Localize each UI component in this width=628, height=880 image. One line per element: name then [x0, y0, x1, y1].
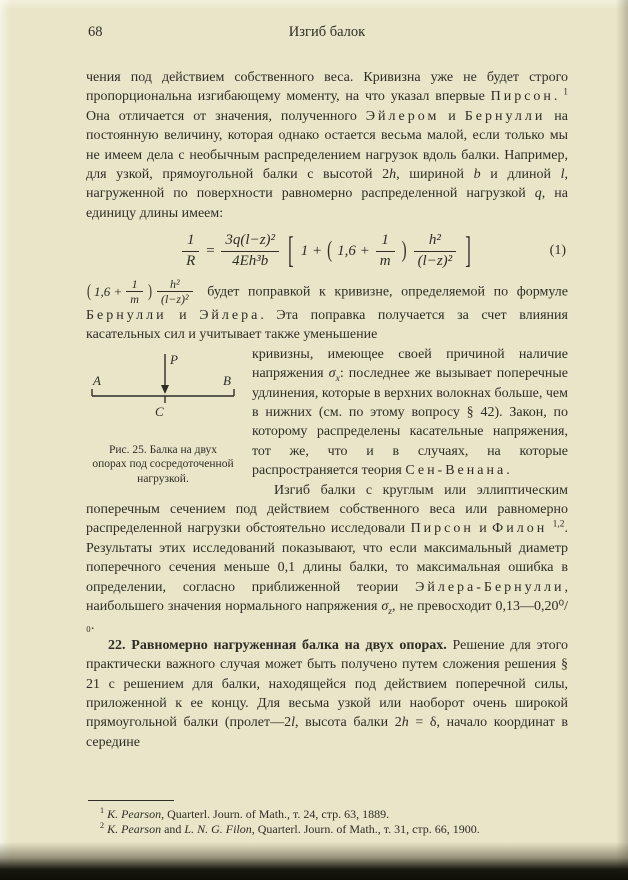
label-B: B — [223, 372, 231, 388]
paragraph-1: чения под действием собственного веса. Кривизна уже не будет строго пропорциональна изгибающему моменту, на что указал впервые Пирсон. $^1$ Она отличается от значения, полученного Эйлером и Бернулли на постоянную величину, которая однако остается весьма малой, если только мы не имеем дела с необычным распределением нагрузок вдоль балки. Например, для узкой, прямоугольной балки с высотой 2h, шириной b и длиной l, нагруженной по поверхности равномерно распределенной нагрузкой q, на единицу длины имеем: — [86, 70, 569, 221]
fraction-denominator: m — [379, 252, 391, 269]
fraction-numerator: h² — [414, 232, 457, 251]
term-one-plus: 1 + — [300, 242, 323, 259]
load-arrow-head-icon — [161, 385, 169, 394]
fraction-1-over-R — [182, 232, 199, 270]
fraction-numerator: 1 — [126, 278, 143, 293]
fraction-denominator: (l−z)² — [160, 292, 189, 307]
figure-wrap-zone — [86, 345, 568, 636]
open-paren: ( — [87, 280, 91, 302]
footnote-2: $^2$ K. Pearson and L. N. G. Filon, Quarterl. Journ. of Math., т. 31, стр. 66, 1900. — [100, 821, 480, 837]
fraction-denominator: R — [186, 252, 196, 269]
equals-sign: = — [205, 242, 216, 259]
fraction-main — [221, 232, 279, 270]
fraction-numerator: h² — [157, 278, 193, 293]
page-content — [86, 24, 568, 752]
page-left-edge — [0, 0, 10, 880]
fraction-1-over-m — [376, 232, 395, 270]
page-header — [86, 24, 568, 44]
beam-diagram — [87, 348, 239, 436]
equation-number: (1) — [549, 243, 566, 258]
paragraph-3: Изгиб балки с круглым или эллиптическим поперечным сечением под действием собственного веса или равномерно распределенной нагрузки обстоятельно исследовали Пирсон и Филон $^{1,2}$. Результаты этих исследований показывают, что если максимальный диаметр поперечного сечения меньше 0,1 длины балки, то максимальная ошибка в определении, согласно приближенной теории Эйлера-Бернулли, наибольшего значения нормального напряжения $\sigma_z$, не превосходит 0,13—0,20⁰/₀. — [86, 482, 569, 634]
page-number: 68 — [88, 24, 103, 40]
fraction-h2 — [414, 232, 457, 270]
paragraph-4-section-22: 22. Равномерно нагруженная балка на двух опорах. Решение для этого практически важного случая может быть получено путем сложения решения § 21 с решением для балки, находящейся под действием поперечной силы, приложенной к ее концу. Для весьма узкой или наоборот очень широкой прямоугольной балки (пролет—2l, высота балки 2h = δ, начало координат в середине — [86, 637, 568, 750]
close-bracket: ] — [465, 229, 471, 271]
footnotes — [86, 800, 554, 838]
close-paren: ) — [401, 237, 407, 263]
page-bottom-shadow — [0, 842, 628, 880]
fraction-numerator: 1 — [182, 232, 199, 251]
fraction-numerator: 1 — [376, 232, 395, 251]
equation-1-body — [180, 229, 474, 271]
paragraph-2-continued: кривизны, имеющее своей причиной наличие напряжения $\sigma_x$: последнее же вызывает поперечные удлинения, которые в верхних волокнах больше, чем в нижних (см. по этому вопросу § 42). Закон, по которому распределены касательные напряжения, тот же, что и в случаях, на которые распространяется теория Сен-Венана. — [252, 346, 568, 479]
footnote-rule — [88, 800, 174, 801]
open-paren: ( — [327, 237, 333, 263]
label-A: A — [93, 372, 101, 388]
footnote-1: $^1$ K. Pearson, Quarterl. Journ. of Math., т. 24, стр. 63, 1889. — [100, 805, 390, 821]
equation-1 — [86, 229, 568, 271]
figure-caption: Рис. 25. Балка на двух опорах под сосредоточенной нагрузкой. — [92, 443, 234, 485]
fraction-denominator: (l−z)² — [417, 252, 453, 269]
paragraph-2: ( 1,6 + $\frac{1}{m}$ ) $\frac{\text{h²}}{\text{(l−z)²}}$ будет поправкой к кривизне, определяемой по формуле Бернулли и Эйлера. Эта поправка получается за счет влияния касательных сил и учитывает также уменьшение — [86, 276, 568, 343]
open-bracket: [ — [288, 229, 294, 271]
fraction-denominator: 4Eh³b — [232, 252, 269, 269]
fraction-h2 — [157, 278, 193, 306]
fraction-denominator: m — [130, 292, 139, 307]
inline-formula — [86, 278, 195, 306]
running-title: Изгиб балок — [288, 24, 366, 40]
close-paren: ) — [147, 280, 152, 302]
label-P: P — [170, 351, 178, 367]
fraction-1-over-m — [126, 278, 143, 306]
page-right-edge — [616, 0, 628, 880]
page-top-edge — [0, 0, 628, 10]
figure-25 — [86, 348, 240, 487]
coefficient: 1,6 + — [94, 284, 123, 300]
fraction-numerator: 3q(l−z)² — [221, 232, 279, 251]
coefficient: 1,6 + — [337, 242, 370, 259]
label-C: C — [155, 403, 164, 419]
